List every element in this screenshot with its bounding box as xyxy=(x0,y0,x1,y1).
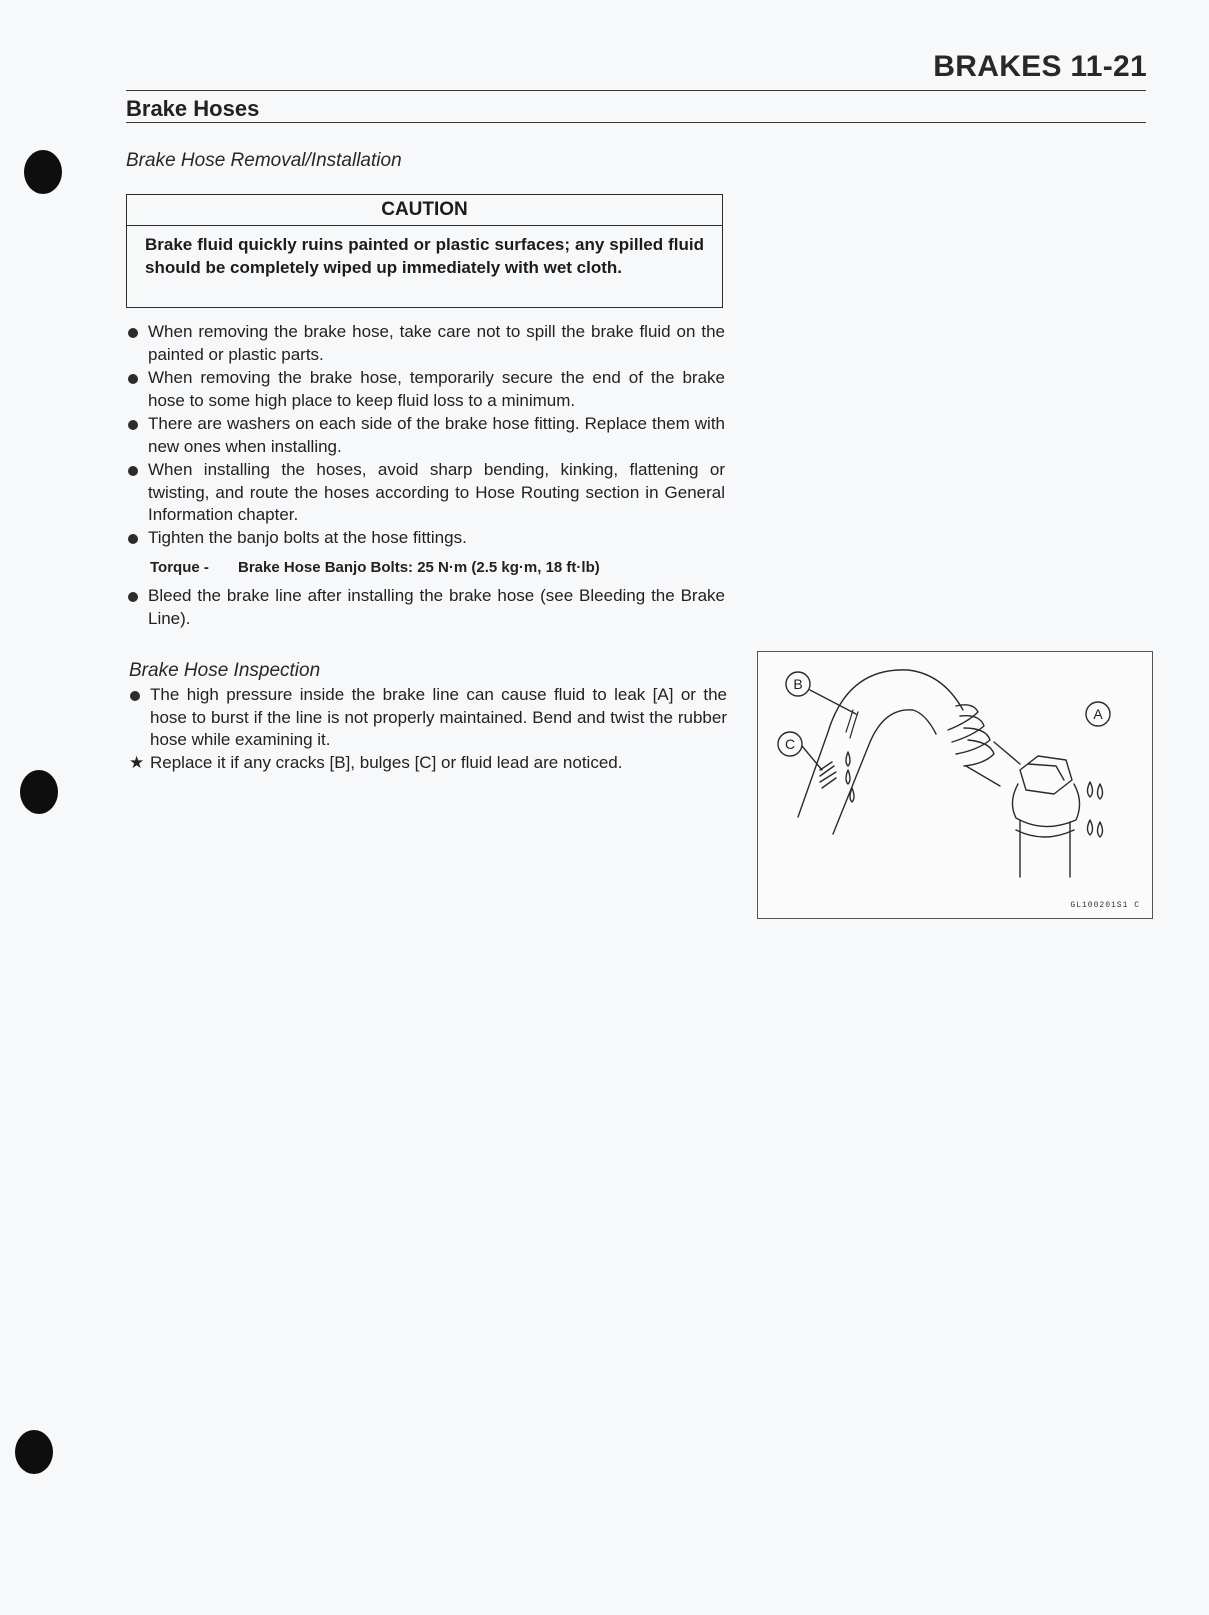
list-item-text: Bleed the brake line after installing the brake hose (see Bleeding the Brake Line). xyxy=(148,586,725,628)
list-item xyxy=(128,585,725,630)
bullet-icon xyxy=(130,691,140,701)
section-rule xyxy=(126,122,1146,123)
list-item xyxy=(128,367,725,412)
caution-box xyxy=(126,194,723,308)
bullet-icon xyxy=(128,420,138,430)
hose-outer-edge xyxy=(798,670,963,817)
list-item-text: There are washers on each side of the brake hose fitting. Replace them with new ones when installing. xyxy=(148,414,725,456)
binder-hole-bottom xyxy=(15,1430,53,1474)
torque-spec xyxy=(150,559,600,576)
bullet-icon xyxy=(128,534,138,544)
bullet-icon xyxy=(128,328,138,338)
list-item xyxy=(128,527,725,550)
binder-hole-top xyxy=(24,150,62,194)
removal-subtitle: Brake Hose Removal/Installation xyxy=(126,150,402,171)
binder-hole-middle xyxy=(20,770,58,814)
bullet-icon xyxy=(128,374,138,384)
list-item xyxy=(128,413,725,458)
list-item-text: Tighten the banjo bolts at the hose fittings. xyxy=(148,528,467,547)
page-header: BRAKES 11-21 xyxy=(933,50,1147,83)
list-item-text: Replace it if any cracks [B], bulges [C] or fluid lead are noticed. xyxy=(150,753,623,772)
list-item-text: When removing the brake hose, take care not to spill the brake fluid on the painted or plastic parts. xyxy=(148,322,725,364)
list-item xyxy=(130,752,727,775)
header-rule xyxy=(126,90,1146,91)
figure-code: GL100201S1 C xyxy=(1070,901,1140,910)
inspection-subtitle: Brake Hose Inspection xyxy=(129,660,321,681)
bullet-icon xyxy=(128,592,138,602)
caution-title: CAUTION xyxy=(127,195,722,226)
section-title: Brake Hoses xyxy=(126,96,260,121)
label-c: C xyxy=(784,736,796,752)
star-icon: ★ xyxy=(129,753,145,772)
list-item-text: When installing the hoses, avoid sharp bending, kinking, flattening or twisting, and route the hoses according to Hose Routing section in General Information chapter. xyxy=(148,460,725,524)
torque-value: Brake Hose Banjo Bolts: 25 N·m (2.5 kg·m, 18 ft·lb) xyxy=(238,559,600,576)
list-item-text: When removing the brake hose, temporarily secure the end of the brake hose to some high place to keep fluid loss to a minimum. xyxy=(148,368,725,410)
list-item xyxy=(128,321,725,366)
hose-inspection-figure xyxy=(757,651,1153,919)
hose-illustration xyxy=(758,652,1154,920)
list-item xyxy=(128,459,725,527)
torque-label: Torque - xyxy=(150,559,209,576)
label-a: A xyxy=(1093,706,1103,722)
label-b: B xyxy=(793,676,803,692)
banjo-bolt-hex xyxy=(1020,756,1072,794)
list-item-text: The high pressure inside the brake line can cause fluid to leak [A] or the hose to burst if the line is not properly maintained. Bend and twist the rubber hose while examining it. xyxy=(150,685,727,749)
list-item xyxy=(130,684,727,752)
bullet-icon xyxy=(128,466,138,476)
caution-text: Brake fluid quickly ruins painted or plastic surfaces; any spilled fluid should be completely wiped up immediately with wet cloth. xyxy=(145,235,704,277)
